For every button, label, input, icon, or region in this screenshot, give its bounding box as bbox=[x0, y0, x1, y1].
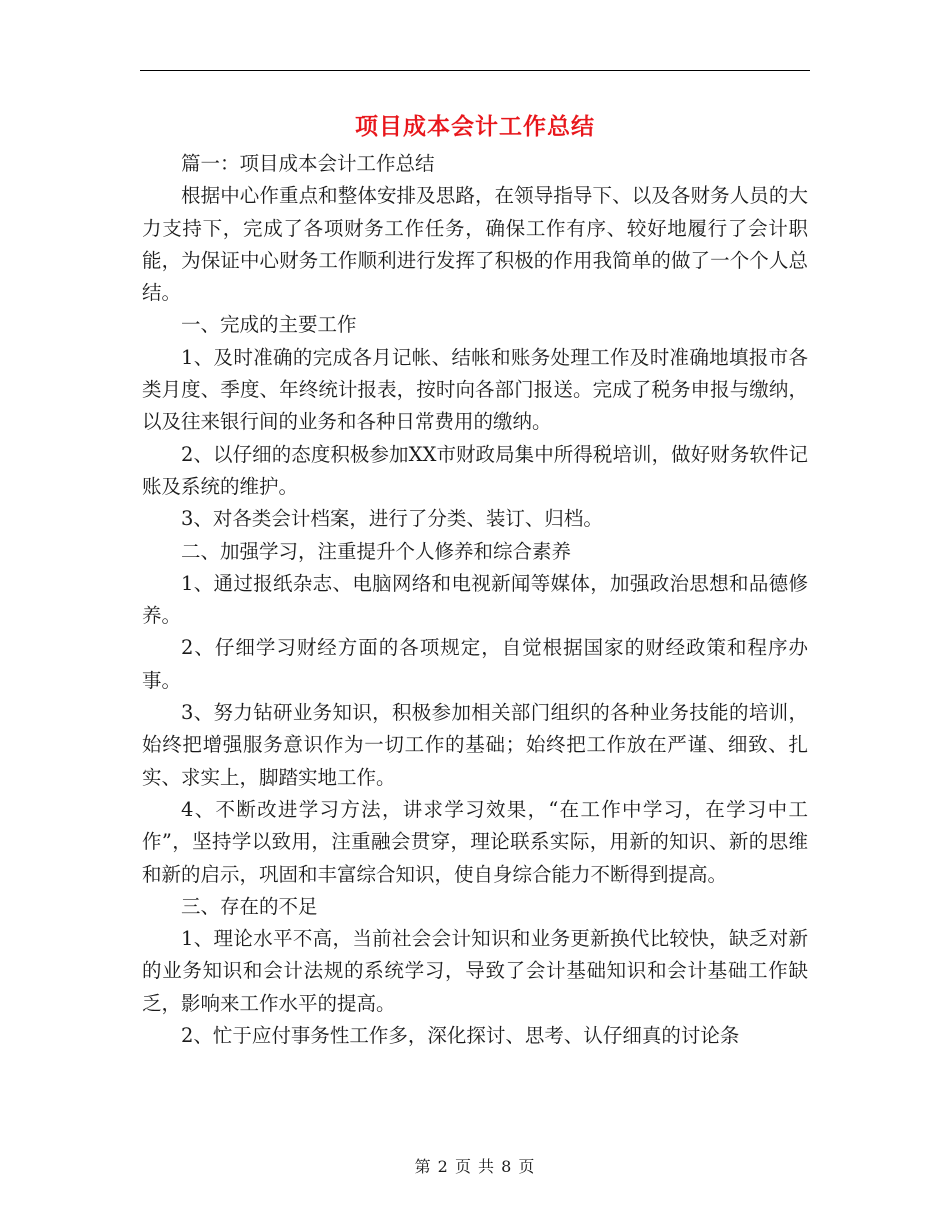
document-title: 项目成本会计工作总结 bbox=[355, 114, 595, 140]
body-paragraph: 根据中心作重点和整体安排及思路，在领导指导下、以及各财务人员的大力支持下，完成了各项财务工作任务，确保工作有序、较好地履行了会计职能，为保证中心财务工作顺利进行发挥了积极的作用我简单的做了一个个人总结。 bbox=[142, 184, 808, 305]
section-heading: 一、完成的主要工作 bbox=[181, 313, 357, 337]
body-paragraph: 4、不断改进学习方法，讲求学习效果，“在工作中学习，在学习中工作”，坚持学以致用，注重融会贯穿，理论联系实际，用新的知识、新的思维和新的启示，巩固和丰富综合知识，使自身综合能力不断得到提高。 bbox=[142, 797, 808, 886]
body-paragraph: 2、忙于应付事务性工作多，深化探讨、思考、认仔细真的讨论条 bbox=[181, 1024, 740, 1048]
body-paragraph: 2、仔细学习财经方面的各项规定，自觉根据国家的财经政策和程序办事。 bbox=[142, 636, 808, 692]
body-paragraph: 3、努力钻研业务知识，积极参加相关部门组织的各种业务技能的培训，始终把增强服务意识作为一切工作的基础；始终把工作放在严谨、细致、扎实、求实上，脚踏实地工作。 bbox=[142, 701, 808, 789]
body-paragraph: 1、通过报纸杂志、电脑网络和电视新闻等媒体，加强政治思想和品德修养。 bbox=[142, 571, 808, 628]
section-heading: 二、加强学习，注重提升个人修养和综合素养 bbox=[181, 539, 572, 563]
body-paragraph: 3、对各类会计档案，进行了分类、装订、归档。 bbox=[181, 507, 603, 531]
section-heading: 三、存在的不足 bbox=[181, 894, 318, 918]
body-paragraph: 2、以仔细的态度积极参加XX市财政局集中所得税培训，做好财务软件记账及系统的维护。 bbox=[142, 442, 808, 498]
header-rule bbox=[140, 70, 810, 71]
body-paragraph: 1、理论水平不高，当前社会会计知识和业务更新换代比较快，缺乏对新的业务知识和会计法规的系统学习，导致了会计基础知识和会计基础工作缺乏，影响来工作水平的提高。 bbox=[142, 927, 808, 1015]
document-body bbox=[142, 148, 808, 1052]
section-heading: 篇一：项目成本会计工作总结 bbox=[181, 152, 435, 175]
page-number: 第 2 页 共 8 页 bbox=[414, 1157, 536, 1176]
body-paragraph: 1、及时准确的完成各月记帐、结帐和账务处理工作及时准确地填报市各类月度、季度、年终统计报表，按时向各部门报送。完成了税务申报与缴纳，以及往来银行间的业务和各种日常费用的缴纳。 bbox=[142, 345, 808, 434]
